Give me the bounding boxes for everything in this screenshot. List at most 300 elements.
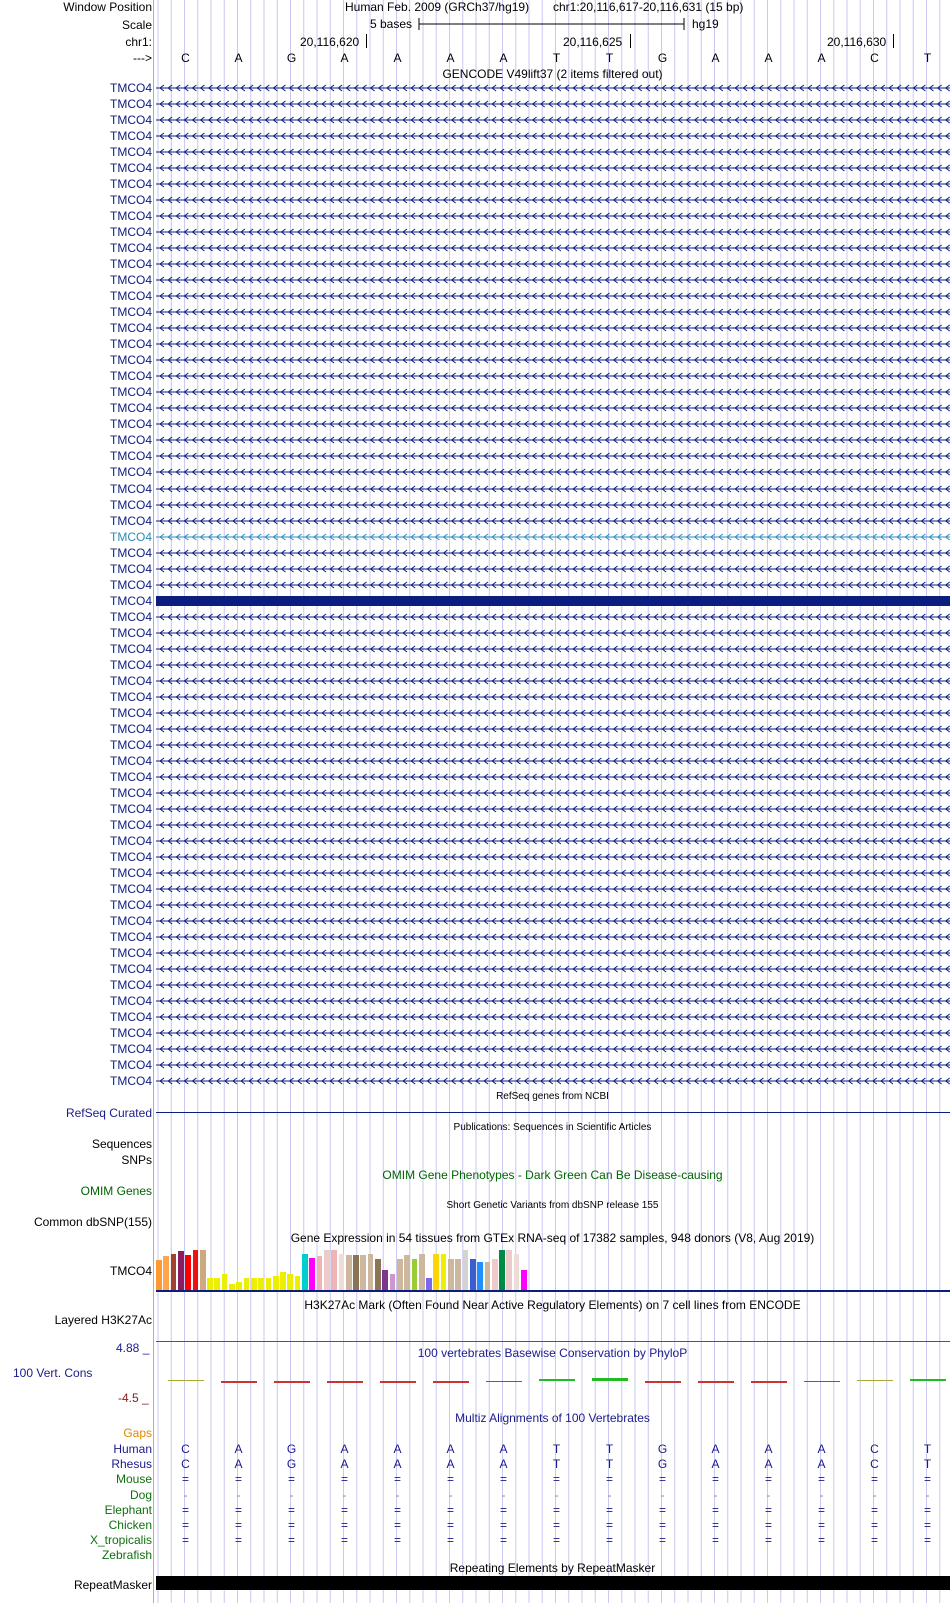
gtex-tissue-bar[interactable] <box>163 1256 169 1290</box>
gencode-gene-label[interactable]: TMCO4 <box>110 305 152 320</box>
gencode-intron-line[interactable] <box>156 483 950 495</box>
base-letter: C <box>870 51 879 65</box>
gencode-intron-line[interactable] <box>156 963 950 975</box>
multiz-base: A <box>393 1457 402 1472</box>
window-position-label: Window Position <box>63 0 152 14</box>
gtex-tissue-bar[interactable] <box>200 1250 206 1290</box>
multiz-base: = <box>234 1502 242 1517</box>
h3k27ac-baseline <box>156 1341 950 1342</box>
gencode-intron-line[interactable] <box>156 1027 950 1039</box>
multiz-base: A <box>340 1457 349 1472</box>
gencode-gene-label[interactable]: TMCO4 <box>110 689 152 704</box>
gencode-intron-line[interactable] <box>156 611 950 623</box>
multiz-base: - <box>925 1487 930 1502</box>
gencode-intron-line[interactable] <box>156 691 950 703</box>
cursor-guide-line <box>153 0 154 1603</box>
gencode-intron-line[interactable] <box>156 82 950 94</box>
multiz-base: A <box>446 1457 455 1472</box>
multiz-base: A <box>764 1442 773 1456</box>
gencode-intron-line[interactable] <box>156 995 950 1007</box>
gencode-intron-line[interactable] <box>156 787 950 799</box>
strand-label: ---> <box>133 51 152 65</box>
gencode-gene-label[interactable]: TMCO4 <box>110 369 152 384</box>
gencode-intron-line[interactable] <box>156 659 950 671</box>
gencode-intron-line[interactable] <box>156 1011 950 1023</box>
gtex-tissue-bar[interactable] <box>222 1274 228 1290</box>
gtex-tissue-bar[interactable] <box>382 1270 388 1290</box>
gencode-gene-label[interactable]: TMCO4 <box>110 353 152 368</box>
repeatmasker-label[interactable]: RepeatMasker <box>73 1578 152 1592</box>
gencode-gene-label[interactable]: TMCO4 <box>110 417 152 432</box>
phylop-score-mark <box>433 1381 469 1383</box>
gencode-intron-line[interactable] <box>156 867 950 879</box>
gencode-gene-label[interactable]: TMCO4 <box>110 1074 152 1089</box>
gencode-intron-line[interactable] <box>156 915 950 927</box>
gencode-gene-label[interactable]: TMCO4 <box>110 401 152 416</box>
gencode-gene-label[interactable]: TMCO4 <box>110 1026 152 1041</box>
gtex-tissue-bar[interactable] <box>258 1278 264 1290</box>
gencode-intron-line[interactable] <box>156 1059 950 1071</box>
gencode-intron-line[interactable] <box>156 499 950 511</box>
base-letter: T <box>552 51 561 65</box>
publications-label[interactable]: Sequences <box>91 1137 152 1151</box>
multiz-base: A <box>711 1457 720 1472</box>
gtex-tissue-bar[interactable] <box>171 1254 177 1290</box>
gencode-gene-label[interactable]: TMCO4 <box>110 241 152 256</box>
gencode-gene-label[interactable]: TMCO4 <box>110 1010 152 1025</box>
gencode-intron-line[interactable] <box>156 579 950 591</box>
gtex-tissue-bar[interactable] <box>273 1276 279 1290</box>
gencode-intron-line[interactable] <box>156 531 950 543</box>
gtex-tissue-bar[interactable] <box>302 1254 308 1290</box>
gencode-gene-label[interactable]: TMCO4 <box>110 833 152 848</box>
gtex-tissue-bar[interactable] <box>207 1278 213 1290</box>
db-label: hg19 <box>692 17 719 31</box>
gtex-tissue-bar[interactable] <box>368 1254 374 1290</box>
gencode-intron-line[interactable] <box>156 210 950 222</box>
gencode-gene-label[interactable]: TMCO4 <box>110 385 152 400</box>
phylop-max-label: 4.88 _ <box>116 1341 150 1355</box>
multiz-base: = <box>287 1533 295 1548</box>
gtex-tissue-bar[interactable] <box>499 1250 505 1290</box>
multiz-base: = <box>446 1533 454 1548</box>
gencode-gene-label[interactable]: TMCO4 <box>110 177 152 192</box>
multiz-title: Multiz Alignments of 100 Vertebrates <box>455 1411 650 1425</box>
phylop-score-mark <box>274 1381 310 1383</box>
gencode-intron-line[interactable] <box>156 290 950 302</box>
gencode-intron-line[interactable] <box>156 883 950 895</box>
multiz-base: - <box>819 1487 824 1502</box>
gencode-gene-label[interactable]: TMCO4 <box>110 865 152 880</box>
gtex-tissue-bar[interactable] <box>412 1259 418 1290</box>
gencode-gene-label[interactable]: TMCO4 <box>110 225 152 240</box>
gencode-gene-label[interactable]: TMCO4 <box>110 481 152 496</box>
base-letter: A <box>393 51 402 65</box>
multiz-base: = <box>870 1518 878 1532</box>
gencode-gene-label[interactable]: TMCO4 <box>110 513 152 528</box>
multiz-base: = <box>552 1502 560 1517</box>
base-letter: A <box>340 51 349 65</box>
gencode-gene-label[interactable]: TMCO4 <box>110 657 152 672</box>
gencode-gene-label[interactable]: TMCO4 <box>110 962 152 977</box>
gtex-tissue-bar[interactable] <box>470 1259 476 1290</box>
gencode-intron-line[interactable] <box>156 563 950 575</box>
multiz-base: = <box>234 1533 242 1548</box>
coord-20116620: 20,116,620 <box>300 35 360 49</box>
gencode-gene-label[interactable]: TMCO4 <box>110 801 152 816</box>
gtex-tissue-bar[interactable] <box>287 1274 293 1290</box>
multiz-base: = <box>817 1533 825 1548</box>
phylop-min-label: -4.5 _ <box>118 1391 149 1405</box>
gtex-tissue-bar[interactable] <box>156 1260 162 1290</box>
gtex-tissue-bar[interactable] <box>404 1255 410 1290</box>
multiz-base: T <box>605 1442 614 1456</box>
gencode-gene-label[interactable]: TMCO4 <box>110 289 152 304</box>
base-letter: T <box>923 51 932 65</box>
phylop-label[interactable]: 100 Vert. Cons <box>13 1366 93 1380</box>
gencode-intron-line[interactable] <box>156 226 950 238</box>
multiz-base: = <box>181 1472 189 1487</box>
gtex-tissue-bar[interactable] <box>477 1262 483 1290</box>
multiz-base: C <box>181 1442 190 1456</box>
gtex-tissue-bar[interactable] <box>375 1259 381 1290</box>
multiz-base: = <box>234 1518 242 1532</box>
gencode-gene-label[interactable]: TMCO4 <box>110 497 152 512</box>
gencode-gene-label[interactable]: TMCO4 <box>110 994 152 1009</box>
gencode-gene-label[interactable]: TMCO4 <box>110 113 152 128</box>
multiz-base: = <box>658 1533 666 1548</box>
multiz-species-label[interactable]: Human <box>113 1442 152 1456</box>
multiz-base: = <box>764 1472 772 1487</box>
multiz-base: = <box>393 1502 401 1517</box>
multiz-base: = <box>817 1502 825 1517</box>
multiz-base: A <box>340 1442 349 1456</box>
gencode-gene-label[interactable]: TMCO4 <box>110 930 152 945</box>
phylop-score-mark <box>645 1381 681 1383</box>
gencode-intron-line[interactable] <box>156 370 950 382</box>
multiz-base: A <box>711 1442 720 1456</box>
gencode-gene-label[interactable]: TMCO4 <box>110 337 152 352</box>
refseq-title: RefSeq genes from NCBI <box>496 1091 609 1102</box>
multiz-base: - <box>448 1487 453 1502</box>
gencode-gene-label[interactable]: TMCO4 <box>110 737 152 752</box>
multiz-base: A <box>499 1457 508 1472</box>
gtex-tissue-bar[interactable] <box>485 1262 491 1290</box>
phylop-score-mark <box>380 1381 416 1383</box>
multiz-species-label[interactable]: Dog <box>129 1487 152 1502</box>
multiz-base: = <box>923 1518 931 1532</box>
gtex-tissue-bar[interactable] <box>463 1250 469 1290</box>
multiz-base: = <box>393 1533 401 1548</box>
gtex-tissue-bar[interactable] <box>339 1254 345 1290</box>
multiz-base: G <box>657 1457 668 1472</box>
chrom-label: chr1: <box>125 35 152 49</box>
base-grid <box>155 0 950 1603</box>
gencode-intron-line[interactable] <box>156 931 950 943</box>
gencode-intron-line[interactable] <box>156 979 950 991</box>
multiz-base: T <box>552 1457 561 1472</box>
base-letter: T <box>605 51 614 65</box>
gtex-tissue-bar[interactable] <box>455 1259 461 1290</box>
gencode-gene-label[interactable]: TMCO4 <box>110 209 152 224</box>
gtex-tissue-bar[interactable] <box>236 1282 242 1290</box>
multiz-base: = <box>287 1518 295 1532</box>
gencode-intron-line[interactable] <box>156 418 950 430</box>
gencode-intron-line[interactable] <box>156 899 950 911</box>
gencode-intron-line[interactable] <box>156 1075 950 1087</box>
gencode-gene-label[interactable]: TMCO4 <box>110 145 152 160</box>
refseq-gene-line[interactable] <box>156 1112 950 1113</box>
gencode-intron-line[interactable] <box>156 515 950 527</box>
gencode-intron-line[interactable] <box>156 274 950 286</box>
multiz-base: = <box>446 1518 454 1532</box>
multiz-base: = <box>340 1518 348 1532</box>
snps-label[interactable]: SNPs <box>121 1153 152 1167</box>
gencode-intron-line[interactable] <box>156 194 950 206</box>
gencode-gene-label[interactable]: TMCO4 <box>110 561 152 576</box>
gencode-intron-line[interactable] <box>156 386 950 398</box>
gencode-gene-label[interactable]: TMCO4 <box>110 978 152 993</box>
gencode-intron-line[interactable] <box>156 466 950 478</box>
gtex-tissue-bar[interactable] <box>506 1250 512 1290</box>
multiz-base: = <box>287 1502 295 1517</box>
gencode-gene-label[interactable]: TMCO4 <box>110 673 152 688</box>
phylop-score-mark <box>486 1381 522 1382</box>
gencode-intron-line[interactable] <box>156 450 950 462</box>
gencode-intron-line[interactable] <box>156 947 950 959</box>
repeatmasker-block[interactable] <box>156 1576 950 1590</box>
gencode-gene-label[interactable]: TMCO4 <box>110 193 152 208</box>
gencode-intron-line[interactable] <box>156 322 950 334</box>
gencode-gene-label[interactable]: TMCO4 <box>110 849 152 864</box>
gencode-intron-line[interactable] <box>156 306 950 318</box>
gtex-tissue-bar[interactable] <box>492 1259 498 1290</box>
gencode-gene-label[interactable]: TMCO4 <box>110 898 152 913</box>
gtex-tissue-bar[interactable] <box>244 1278 250 1290</box>
multiz-species-label[interactable]: X_tropicalis <box>89 1533 152 1548</box>
gencode-gene-label[interactable]: TMCO4 <box>110 769 152 784</box>
gencode-gene-label[interactable]: TMCO4 <box>110 81 152 95</box>
phylop-score-mark <box>168 1380 204 1381</box>
gtex-tissue-bar[interactable] <box>360 1255 366 1290</box>
multiz-base: = <box>605 1502 613 1517</box>
gtex-tissue-bar[interactable] <box>419 1254 425 1290</box>
gencode-intron-line[interactable] <box>156 803 950 815</box>
gencode-intron-line[interactable] <box>156 146 950 158</box>
gencode-gene-label[interactable]: TMCO4 <box>110 609 152 624</box>
multiz-base: = <box>499 1533 507 1548</box>
gtex-tissue-bar[interactable] <box>280 1272 286 1290</box>
gencode-intron-line[interactable] <box>156 707 950 719</box>
multiz-base: = <box>552 1518 560 1532</box>
gencode-intron-line[interactable] <box>156 739 950 751</box>
gencode-intron-line[interactable] <box>156 242 950 254</box>
base-letter: A <box>817 51 826 65</box>
gtex-tissue-bar[interactable] <box>324 1250 330 1290</box>
gencode-intron-line[interactable] <box>156 178 950 190</box>
multiz-species-label[interactable]: Zebrafish <box>101 1548 152 1563</box>
gtex-tissue-bar[interactable] <box>251 1278 257 1290</box>
gaps-label: Gaps <box>123 1426 152 1440</box>
multiz-species-label[interactable]: Elephant <box>104 1502 152 1517</box>
multiz-base: = <box>711 1533 719 1548</box>
multiz-base: = <box>605 1472 613 1487</box>
gencode-gene-label[interactable]: TMCO4 <box>110 545 152 560</box>
gencode-exon-block[interactable] <box>156 596 950 606</box>
gencode-intron-line[interactable] <box>156 851 950 863</box>
gencode-intron-line[interactable] <box>156 723 950 735</box>
gencode-gene-label[interactable]: TMCO4 <box>110 577 152 592</box>
base-letter: G <box>657 51 668 65</box>
multiz-base: = <box>923 1502 931 1517</box>
gencode-intron-line[interactable] <box>156 130 950 142</box>
gencode-gene-label[interactable]: TMCO4 <box>110 705 152 720</box>
repeatmasker-title: Repeating Elements by RepeatMasker <box>449 1561 656 1575</box>
multiz-base: = <box>499 1502 507 1517</box>
multiz-base: = <box>446 1502 454 1517</box>
gencode-gene-label[interactable]: TMCO4 <box>110 465 152 480</box>
gencode-intron-line[interactable] <box>156 434 950 446</box>
gencode-intron-line[interactable] <box>156 835 950 847</box>
gencode-gene-label[interactable]: TMCO4 <box>110 97 152 112</box>
multiz-base: = <box>658 1518 666 1532</box>
multiz-base: - <box>236 1487 241 1502</box>
h3k27ac-label[interactable]: Layered H3K27Ac <box>54 1313 152 1327</box>
multiz-base: - <box>713 1487 718 1502</box>
gencode-intron-line[interactable] <box>156 1043 950 1055</box>
gencode-title: GENCODE V49lift37 (2 items filtered out) <box>442 67 663 81</box>
coord-tick-2 <box>630 34 631 48</box>
multiz-base: = <box>658 1472 666 1487</box>
gencode-intron-line[interactable] <box>156 338 950 350</box>
gencode-gene-label[interactable]: TMCO4 <box>110 946 152 961</box>
gtex-tissue-bar[interactable] <box>266 1278 272 1290</box>
gencode-gene-label[interactable]: TMCO4 <box>110 641 152 656</box>
gencode-intron-line[interactable] <box>156 402 950 414</box>
multiz-base: = <box>923 1472 931 1487</box>
gencode-gene-label[interactable]: TMCO4 <box>110 753 152 768</box>
multiz-base: G <box>286 1457 297 1472</box>
gtex-tissue-bar[interactable] <box>317 1256 323 1290</box>
gtex-tissue-bar[interactable] <box>185 1255 191 1290</box>
gencode-gene-label[interactable]: TMCO4 <box>110 161 152 176</box>
multiz-base: = <box>234 1472 242 1487</box>
multiz-base: = <box>181 1502 189 1517</box>
gencode-intron-line[interactable] <box>156 114 950 126</box>
multiz-base: A <box>234 1457 243 1472</box>
gencode-gene-label[interactable]: TMCO4 <box>110 273 152 288</box>
gencode-gene-label[interactable]: TMCO4 <box>110 1042 152 1057</box>
gtex-tissue-bar[interactable] <box>178 1251 184 1290</box>
gtex-tissue-bar[interactable] <box>214 1278 220 1290</box>
base-letter: A <box>234 51 243 65</box>
gencode-intron-line[interactable] <box>156 643 950 655</box>
refseq-curated-label[interactable]: RefSeq Curated <box>65 1106 152 1120</box>
multiz-base: = <box>552 1533 560 1548</box>
multiz-species-label[interactable]: Rhesus <box>111 1457 152 1472</box>
gtex-tissue-bar[interactable] <box>521 1270 527 1290</box>
gencode-gene-label[interactable]: TMCO4 <box>110 129 152 144</box>
gencode-gene-label[interactable]: TMCO4 <box>110 1058 152 1073</box>
gtex-label[interactable]: TMCO4 <box>110 1264 152 1278</box>
multiz-base: = <box>499 1472 507 1487</box>
multiz-base: A <box>446 1442 455 1456</box>
multiz-base: = <box>764 1518 772 1532</box>
multiz-base: C <box>870 1457 879 1472</box>
publications-title: Publications: Sequences in Scientific Articles <box>453 1122 652 1133</box>
base-letter: C <box>181 51 190 65</box>
multiz-base: - <box>183 1487 188 1502</box>
gencode-intron-line[interactable] <box>156 547 950 559</box>
phylop-score-mark <box>327 1381 363 1383</box>
gencode-intron-line[interactable] <box>156 675 950 687</box>
multiz-base: A <box>234 1442 243 1456</box>
multiz-species-label[interactable]: Mouse <box>115 1472 152 1487</box>
dbsnp-title: Short Genetic Variants from dbSNP release 155 <box>446 1200 659 1211</box>
gtex-tissue-bar[interactable] <box>397 1259 403 1290</box>
gencode-gene-label[interactable]: TMCO4 <box>110 593 152 608</box>
gencode-intron-line[interactable] <box>156 98 950 110</box>
gencode-gene-label[interactable]: TMCO4 <box>110 721 152 736</box>
gtex-tissue-bar[interactable] <box>331 1250 337 1290</box>
multiz-base: = <box>923 1533 931 1548</box>
gencode-gene-label[interactable]: TMCO4 <box>110 625 152 640</box>
phylop-score-mark <box>857 1380 893 1381</box>
gencode-gene-label[interactable]: TMCO4 <box>110 817 152 832</box>
multiz-base: - <box>872 1487 877 1502</box>
gencode-gene-label[interactable]: TMCO4 <box>110 257 152 272</box>
base-letter: A <box>711 51 720 65</box>
gtex-tissue-bar[interactable] <box>309 1258 315 1290</box>
gencode-intron-line[interactable] <box>156 755 950 767</box>
coord-20116630: 20,116,630 <box>827 35 887 49</box>
multiz-base: A <box>393 1442 402 1456</box>
multiz-base: = <box>817 1472 825 1487</box>
gencode-intron-line[interactable] <box>156 258 950 270</box>
gencode-gene-label[interactable]: TMCO4 <box>110 785 152 800</box>
gencode-intron-line[interactable] <box>156 819 950 831</box>
gtex-tissue-bar[interactable] <box>426 1278 432 1290</box>
gtex-tissue-bar[interactable] <box>353 1255 359 1290</box>
multiz-base: - <box>501 1487 506 1502</box>
gencode-gene-label[interactable]: TMCO4 <box>110 529 152 544</box>
gtex-tissue-bar[interactable] <box>346 1255 352 1290</box>
gencode-gene-label[interactable]: TMCO4 <box>110 449 152 464</box>
gencode-gene-label[interactable]: TMCO4 <box>110 433 152 448</box>
multiz-base: - <box>554 1487 559 1502</box>
gencode-gene-label[interactable]: TMCO4 <box>110 882 152 896</box>
gencode-intron-line[interactable] <box>156 627 950 639</box>
phylop-score-mark <box>539 1379 575 1381</box>
gtex-tissue-bar[interactable] <box>433 1254 439 1290</box>
multiz-species-label[interactable]: Chicken <box>108 1518 152 1532</box>
gtex-tissue-bar[interactable] <box>390 1274 396 1290</box>
gencode-intron-line[interactable] <box>156 771 950 783</box>
gtex-tissue-bar[interactable] <box>295 1276 301 1290</box>
dbsnp-label[interactable]: Common dbSNP(155) <box>33 1215 152 1229</box>
gencode-intron-line[interactable] <box>156 354 950 366</box>
gtex-tissue-bar[interactable] <box>193 1250 199 1290</box>
gencode-gene-label[interactable]: TMCO4 <box>110 321 152 336</box>
position-title: chr1:20,116,617-20,116,631 (15 bp) <box>553 0 744 14</box>
gencode-gene-label[interactable]: TMCO4 <box>110 914 152 929</box>
gtex-tissue-bar[interactable] <box>441 1254 447 1290</box>
gencode-intron-line[interactable] <box>156 162 950 174</box>
gtex-tissue-bar[interactable] <box>448 1259 454 1290</box>
assembly-title: Human Feb. 2009 (GRCh37/hg19) <box>345 0 530 14</box>
gtex-tissue-bar[interactable] <box>514 1254 520 1290</box>
omim-label[interactable]: OMIM Genes <box>80 1184 152 1198</box>
